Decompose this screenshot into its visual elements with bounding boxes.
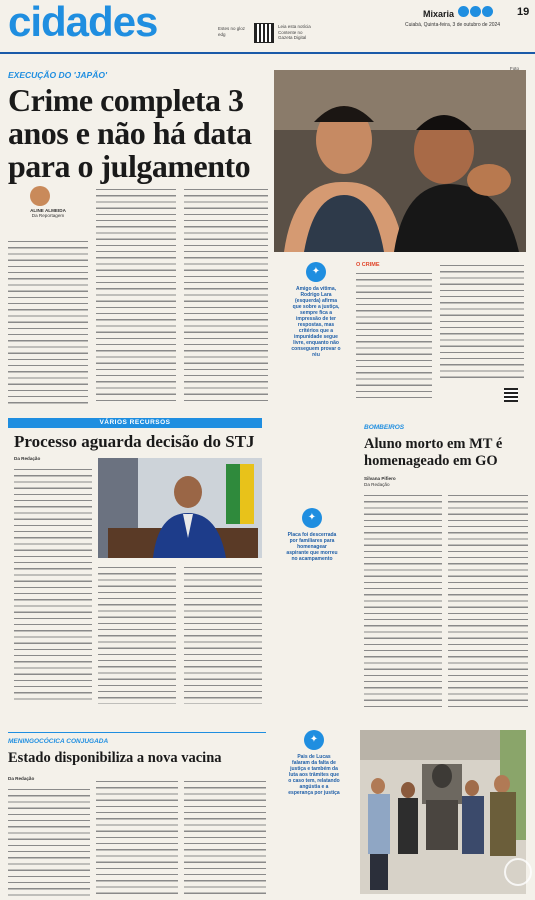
story3-body-col2 xyxy=(448,492,528,712)
section-title: cidades xyxy=(8,0,158,45)
selfie-image xyxy=(274,70,526,252)
story4-byline: Da Redação xyxy=(8,776,35,781)
lead-headline[interactable]: Crime completa 3 anos e não há data para o julgamento xyxy=(8,82,252,184)
page-number: 19 xyxy=(517,6,530,18)
story2-photo[interactable] xyxy=(98,458,262,558)
story2-kicker: VÁRIOS RECURSOS xyxy=(8,418,262,428)
story3-kicker: BOMBEIROS xyxy=(364,424,405,431)
story2-body-col3 xyxy=(184,564,262,704)
lead-body-col3 xyxy=(184,186,268,404)
story4-body-col3 xyxy=(184,778,266,896)
story2-body-col1 xyxy=(14,466,92,704)
brand-name: Mixaria xyxy=(423,6,493,19)
homage-photo[interactable] xyxy=(360,730,526,894)
brand-dots xyxy=(457,9,493,19)
crime-label: O CRIME xyxy=(356,262,380,268)
story3-body-col1 xyxy=(364,492,442,712)
story2-body-col2 xyxy=(98,564,176,704)
story4-caption: Pais de Lucas falaram da falta de justiça e também da luta aos trâmites que o caso tem, relatando angústia e a esperança por justiça xyxy=(288,754,340,796)
lead-body-col1 xyxy=(8,238,88,404)
story4-body-col1 xyxy=(8,786,90,896)
story3-headline[interactable]: Aluno morto em MT é homenageado em GO xyxy=(364,436,503,469)
author-avatar xyxy=(30,186,50,206)
lead-photo[interactable] xyxy=(274,70,526,252)
qr-code-icon-2[interactable] xyxy=(504,388,518,402)
story3-author: Silvana Pifiero xyxy=(364,476,396,481)
qr-code-icon[interactable] xyxy=(255,24,273,42)
story4-headline[interactable]: Estado disponibiliza a nova vacina xyxy=(8,750,222,766)
group-image xyxy=(360,730,526,894)
crime-body-col1 xyxy=(356,270,432,400)
story4-kicker: MENINGOCÓCICA CONJUGADA xyxy=(8,738,109,745)
judge-image xyxy=(98,458,262,558)
story4-body-col2 xyxy=(96,778,178,896)
author-block xyxy=(8,186,88,218)
story3-author-role: Da Redação xyxy=(364,482,390,487)
lightbulb-icon: ✦ xyxy=(302,508,322,528)
edition-date: Cuiabá, Quinta-feira, 3 de outubro de 2024 xyxy=(405,22,501,28)
story2-headline[interactable]: Processo aguarda decisão do STJ xyxy=(14,432,255,451)
story4-rule xyxy=(8,732,266,733)
lightbulb-icon: ✦ xyxy=(304,730,324,750)
promo-right: Leia esta notícia Contente no Gazeta Digital xyxy=(278,24,311,40)
lightbulb-icon: ✦ xyxy=(306,262,326,282)
promo-left: Estes no gloz edg xyxy=(218,26,246,37)
author-role: Da Reportagem xyxy=(31,213,65,218)
watermark-badge xyxy=(504,858,532,886)
story3-caption: Placa foi descerrada por familiares para homenagear aspirante que morreu no acampamento xyxy=(286,532,338,562)
crime-body-col2 xyxy=(440,262,524,382)
masthead xyxy=(0,0,535,54)
lead-kicker: EXECUÇÃO DO 'JAPÃO' xyxy=(8,70,107,80)
story2-byline: Da Redação xyxy=(14,456,41,461)
lead-body-col2 xyxy=(96,186,176,404)
photo-credit: Foto xyxy=(510,66,520,71)
lead-caption-box xyxy=(290,262,342,382)
lead-caption: Amigo da vítima, Rodrigo Lara (esquerda) afirma que sobre a justiça, sempre fica a impressão de ter respostas, mas critérios que a impunidade segue livre, enquanto não conseguem provar o réu xyxy=(291,286,341,358)
author-name: ALINE ALMEIDA xyxy=(30,208,66,213)
